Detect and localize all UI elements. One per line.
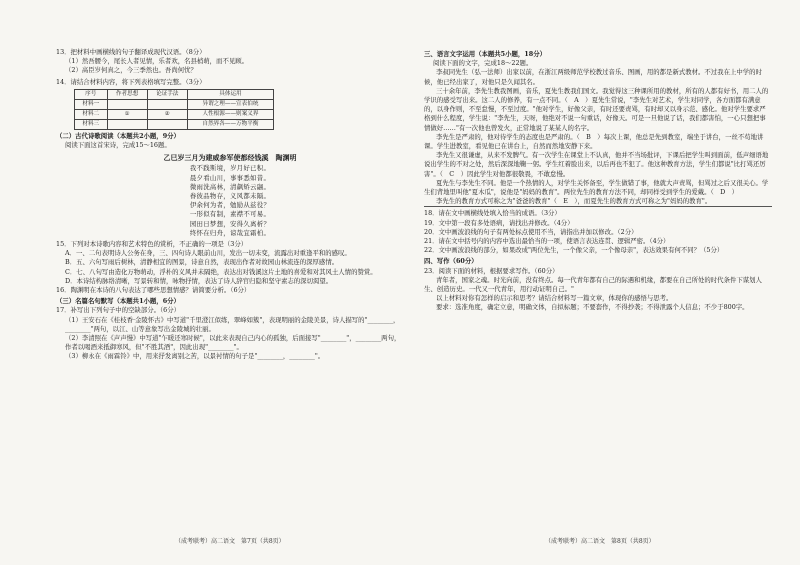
passage-paragraph: 三十余年前，李先生教我图画，音乐，夏先生教我们国文。我觉得这三种课所用的教材，所有的人都有好书，用二人的学识的感受写出来。这二人的修养，有一点不同。（ A ）夏先生常说，"李先生对艺术，学生对同学，各方面都有满意的，以身作则，不至怠慢，不至过度。"他对学生，好像父亲，有时还要责骂，有时却又以身示范、感化。他对学生要求严格到什么程度，学生说："李先生，天呀，他绝对不说一句重话，好像天。可是一旦他说了话，我们都害怕，一心只想把事情做好……"有一次他也曾发火，正常地说了某某人的名字。: [424, 86, 769, 132]
q15-option-a: A．一、二句表明诗人公务在身，三、四句诗人眼前山川，发出一切未变，流露出对重逢平和的感叹。: [65, 249, 351, 258]
table-cell: 材料二: [75, 109, 108, 119]
table-cell: 材料三: [75, 119, 108, 129]
section-language-heading: 三、语言文字运用（本题共5小题，18分）: [424, 50, 546, 58]
passage-paragraph: 夏先生与李先生不同。他是一个热情的人，对学生关怀备至，学生做错了事，他就大声责骂，但骂过之后又很关心。学生们背地里叫他"夏木瓜"，说他是"妈妈的教育"。两位先生的教育方法不同，却同样受到学生的爱戴。（ D ）: [424, 178, 769, 197]
q17-s1: （1）王安石在《桂枝香·金陵怀古》中写道"千里澄江似练，翠峰如簇"，表现明丽的金陵美景，诗人描写的"________，________"两句，以江、山等意象写出金陵城的壮丽。: [65, 315, 400, 333]
table-header: 论证手法: [147, 89, 187, 99]
q19-stem: 19．文中第一段有多处语病，请找出并修改。（4分）: [424, 218, 574, 227]
poem-line: 终怀在归舟，谅哉宜霜柏。: [189, 228, 271, 237]
passage-paragraph: 李先生又很谦虚，从来不发脾气。有一次学生在课堂上不认真，他并不当场批评，下课后把学生叫到面前，低声细语地说出学生的不对之处，然后深深地鞠一躬。学生红着脸出来，以后再也不犯了。他这种教育方法，学生们都说"比打骂还厉害"。（ C ）因此学生对他都很敬畏，不敢怠慢。: [424, 151, 769, 178]
q17-s2: （2）李清照在《声声慢》中写道"乍暖还寒时候"，以此来表现自己内心的孤独，后面接写"________"，________两句，作者以喝酒来抵御寒风，但"不胜其酒"，因此出现"________"。: [65, 334, 401, 352]
poem-line: 眷彼品物存，义风都未隔。: [189, 192, 271, 201]
q15-stem: 15．下列对本诗歌内容和艺术特色的赏析，不正确的一项是（3分）: [56, 240, 248, 249]
section-language-intro: 阅读下面的文字，完成18～22题。: [433, 59, 533, 68]
table-header: 作者思想: [107, 89, 147, 99]
section-writing-heading: 四、写作（60分）: [424, 257, 478, 266]
poem-line: 伊余何为者，勉励从兹役？: [189, 201, 271, 210]
table-cell: 材料一: [75, 99, 108, 109]
table-cell: 异谓之理——宣表伯统: [187, 99, 273, 109]
table-cell: [147, 99, 187, 109]
q14-table: [74, 89, 274, 130]
poem-line: 我不践斯境，岁月好已积。: [189, 164, 271, 173]
table-header-row: [75, 89, 274, 99]
passage-paragraph: 李叔同先生（弘一法师）出家以前，在浙江两级师范学校教过音乐、图画，用的都是新式教材。不过我在上中学的时候，他已经出家了，对他只是久闻其名。: [424, 68, 762, 86]
q15-option-d: D．本诗结构脉络清晰，写景转和情，咏物抒情，表达了诗人辞官归隐和坚守素志的深切渴望。: [65, 276, 333, 285]
poem-line: 晨夕看山川，事事悉如昔。: [189, 173, 271, 182]
table-row: [75, 119, 274, 129]
q13-s2: （2）高臣岁何真之，今三季然也。吾尚何忧？: [65, 66, 197, 75]
left-column: [56, 48, 404, 362]
q20-stem: 20．文中画波浪线的句子有两处标点使用不当，请指出并加以修改。（2分）: [424, 227, 638, 236]
page-footer-right: （成考联考）高二语文 第8页（共8页）: [545, 538, 655, 545]
q15-option-b: B．五、六句写雨后树林，清静相宜的图景，诗意自然，表现出作者对故园山林流连的深厚感情。: [65, 258, 339, 267]
q23-requirements: 要求：选准角度，确定立意，明确文体，自拟标题；不要套作，不得抄袭；不得泄露个人信息；不少于800字。: [436, 303, 749, 312]
q23-material: 青年者，国家之魂。时光向前，没有终点。每一代青年都有自己的际遇和机缘，都要在自己所处的时代条件下谋划人生、创造历史。一代又一代青年，用行动证明自己。": [424, 275, 762, 294]
table-cell: [147, 119, 187, 129]
table-cell: [107, 99, 147, 109]
q14-stem: 14．请结合材料内容，将下列表格填写完整。（3分）: [56, 77, 206, 86]
table-row: [75, 109, 274, 119]
q15-option-c: C．七、八句写由造化万物萌动，浮朴的义风并未隔绝，表达出对钱溪这片土地的喜爱和对其风土人情的赞赏。: [65, 267, 377, 276]
table-cell: 人性根源——则案义界: [187, 109, 273, 119]
q22-stem: 22．文中画波浪线的部分，如果改成"两位先生，一个像父亲，一个像母亲"，表达效果有何不同？（5分）: [424, 246, 724, 255]
q16-stem: 16．陶渊明在本诗的八句表达了哪些思想情感？请简要分析。（6分）: [56, 286, 251, 295]
table-header: 具体运用: [187, 89, 273, 99]
poem-line: 一形似有制，素襟不可易。: [189, 210, 271, 219]
poem-line: 园田日梦想，安得久离析？: [189, 219, 271, 228]
q17-s3: （3）柳永在《雨霖铃》中，用来抒发离别之苦，以景衬情的句子是"________，________"。: [65, 352, 325, 361]
q23-stem: 23．阅读下面的材料，根据要求写作。（60分）: [424, 266, 559, 275]
table-cell: 自然界各——万物平衡: [187, 119, 273, 129]
section-recitation-heading: （三）名篇名句默写（本题共1小题，6分）: [56, 297, 180, 306]
poem-title: 乙巳岁三月为建威参军使都经钱溪 陶渊明: [163, 153, 297, 163]
poem-line: 微雨洗高林，清飙矫云翮。: [189, 182, 271, 191]
table-header: 序号: [75, 89, 108, 99]
poem-body: [56, 164, 404, 238]
section-poetry-intro: 阅读下面这首宋诗，完成15～16题。: [65, 141, 171, 150]
q13-s1: （1）然吾腰今，尾长人者见情，乐者欢，名县梢萌，而不见顾。: [65, 57, 249, 66]
table-cell: ②: [147, 109, 187, 119]
table-row: [75, 99, 274, 109]
table-cell: [107, 119, 147, 129]
q18-stem: 18．请在文中画横线处填入恰当的成语。（3分）: [424, 209, 561, 218]
q13-stem: 13．把材料中画横线的句子翻译成现代汉语。（8分）: [56, 48, 206, 56]
page-footer-left: （成考联考）高二语文 第7页（共8页）: [175, 538, 285, 545]
q23-prompt: 以上材料对你有怎样的启示和思考？请结合材料写一篇文章，体现你的感悟与思考。: [436, 294, 673, 303]
passage-closing: 李先生的教育方式可称之为"爸爸的教育"（ E ），而夏先生的教育方式可称之为"妈妈的教育"。: [424, 197, 772, 207]
section-poetry-heading: （二）古代诗歌阅读（本题共2小题，9分）: [56, 131, 180, 140]
q17-stem: 17．补写出下列句子中的空缺部分。（6分）: [56, 306, 181, 315]
q21-stem: 21．请在文中括号内的内容中选出最恰当的一项，使语言表达连贯、逻辑严密。（4分）: [424, 237, 670, 246]
right-column: [424, 48, 772, 313]
table-cell: ①: [107, 109, 147, 119]
passage-paragraph: 李先生是严肃的，他对待学生的态度也是严肃的。（ B ）每次上课，他总是先到教室，端坐于讲台，一丝不苟地讲课。学生进教室，看见他已在讲台上，自然而然地安静下来。: [424, 132, 764, 151]
